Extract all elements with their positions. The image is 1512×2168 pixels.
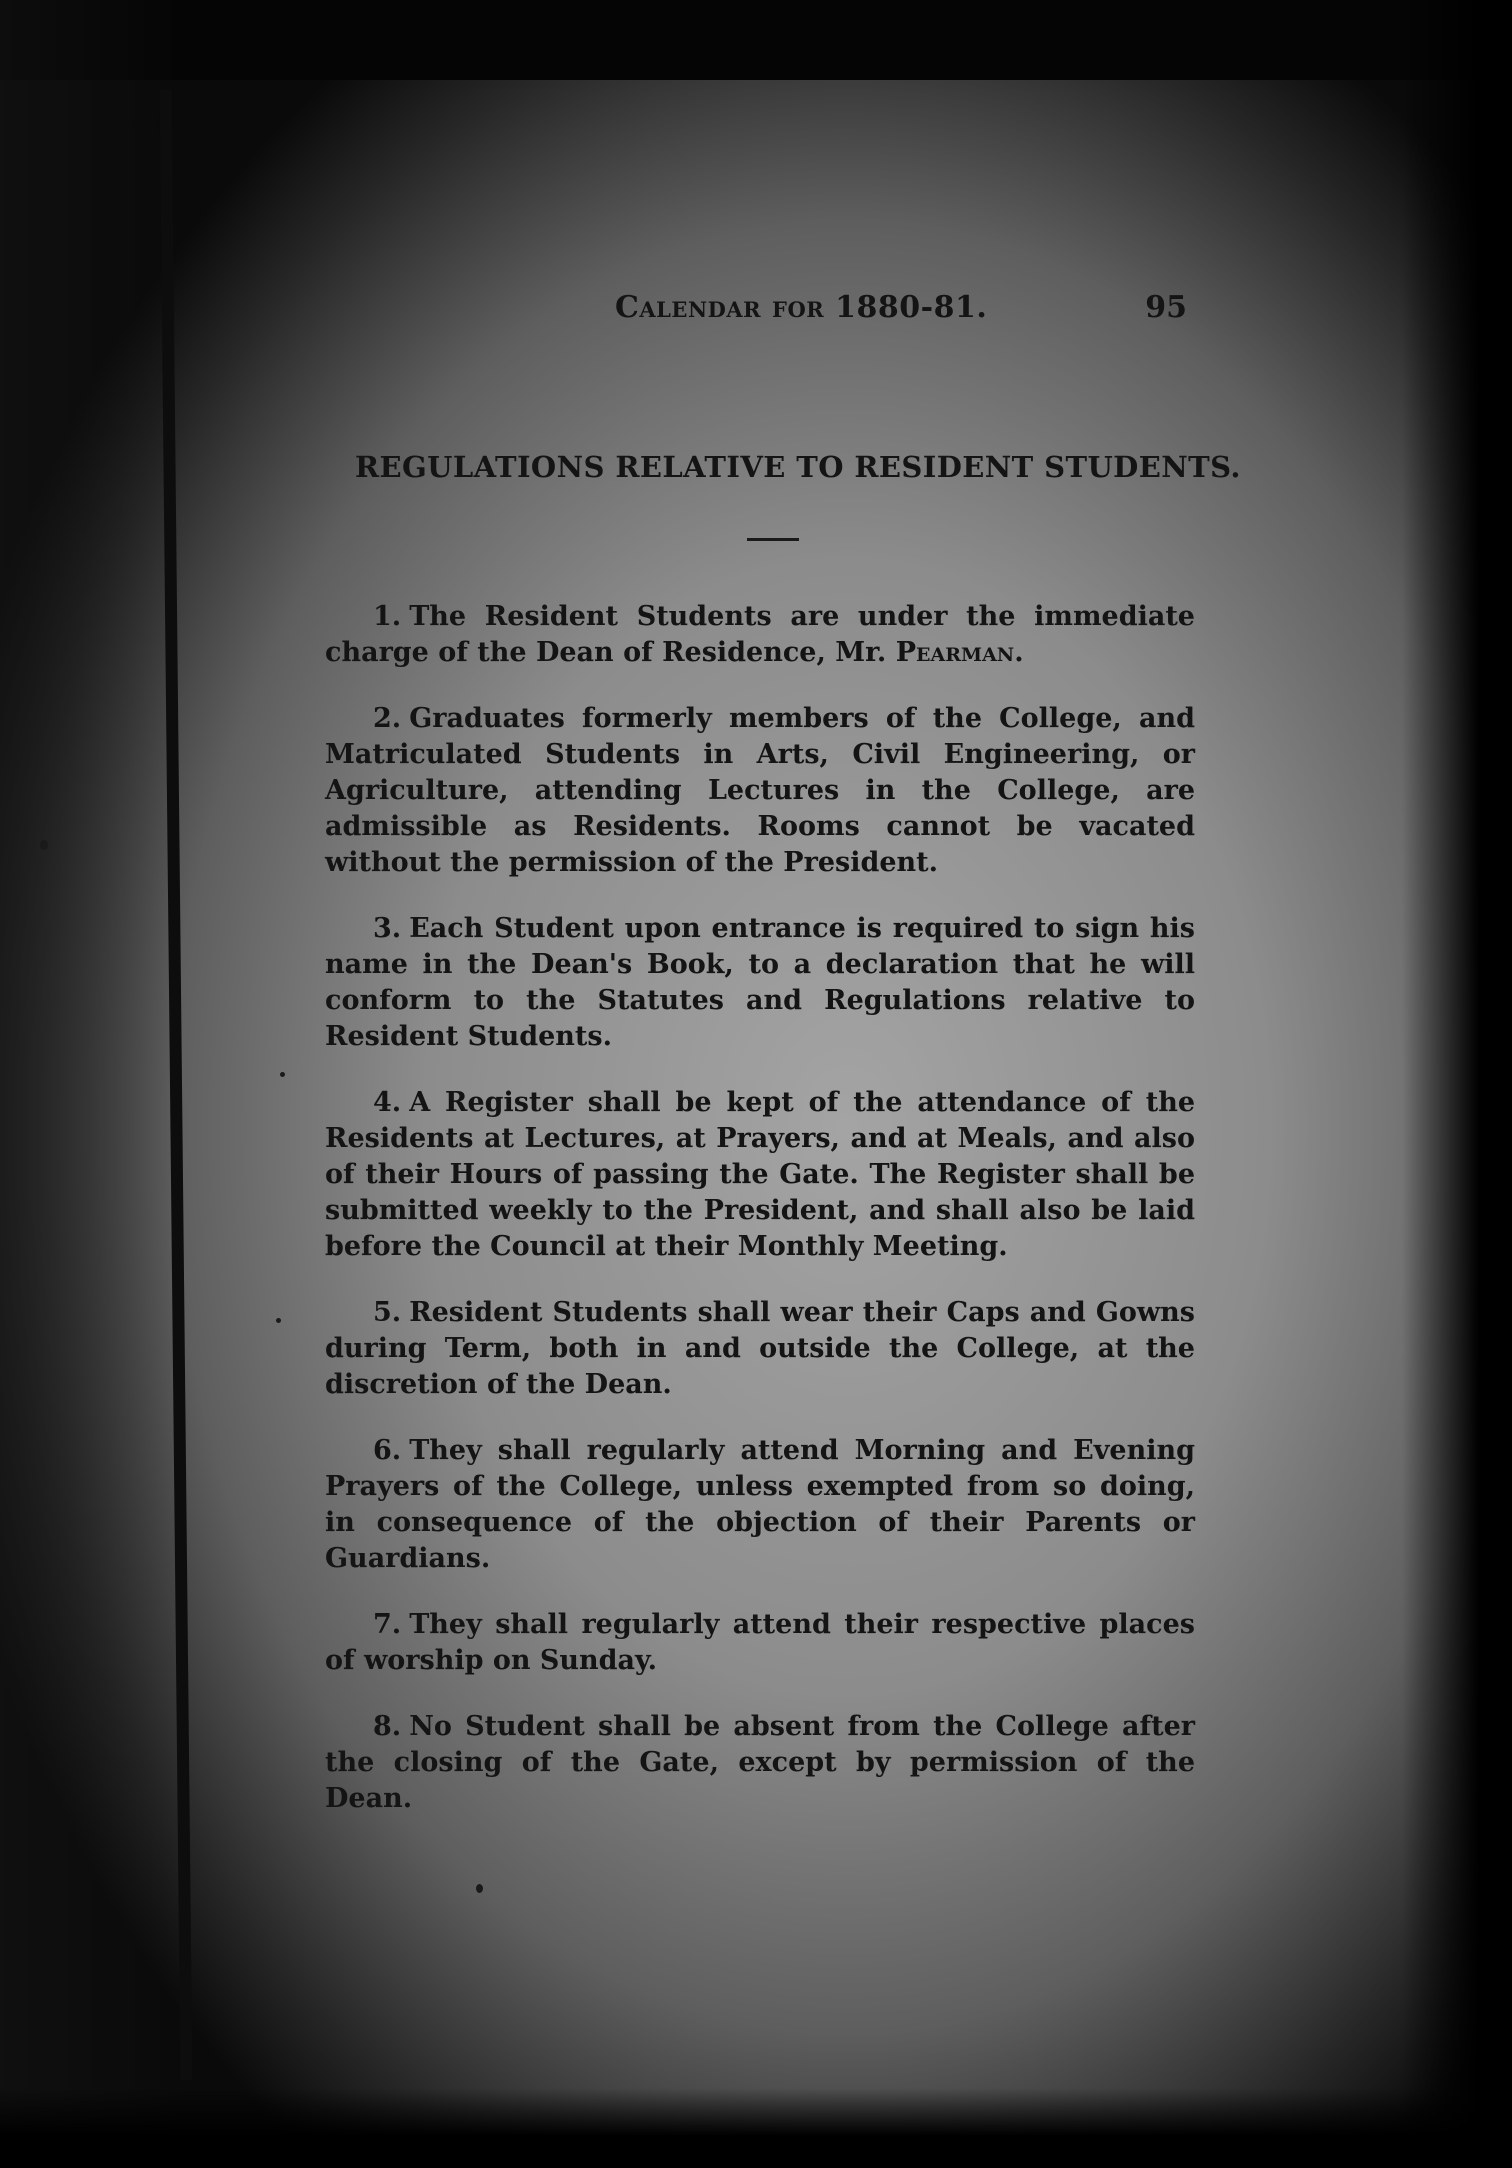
scan-top-border <box>0 0 1512 80</box>
regulation-text: They shall regularly attend Morning and Evening Prayers of the College, unless exempted from so doing, in consequence of the objection of their Parents or Guardians. <box>325 1435 1195 1574</box>
book-page <box>325 290 1241 1847</box>
regulation-number: 1. <box>373 601 402 632</box>
regulation-text: Resident Students shall wear their Caps and Gowns during Term, both in and outside the College, at the discretion of the Dean. <box>325 1297 1195 1400</box>
ink-speck <box>476 1884 483 1893</box>
ink-speck <box>40 840 48 850</box>
regulation-number: 8. <box>373 1711 402 1742</box>
section-heading: REGULATIONS RELATIVE TO RESIDENT STUDENTS. <box>355 450 1241 484</box>
regulation-item <box>325 1607 1195 1679</box>
regulation-item <box>325 1085 1195 1265</box>
regulation-text: Graduates formerly members of the College, and Matriculated Students in Arts, Civil Engineering, or Agriculture, attending Lectures in the College, are admissible as Residents. Rooms cannot be vacated without the permission of the President. <box>325 703 1195 878</box>
regulation-text: They shall regularly attend their respective places of worship on Sunday. <box>325 1609 1195 1676</box>
heading-rule <box>747 538 799 541</box>
page-number: 95 <box>1145 290 1187 325</box>
regulation-number: 6. <box>373 1435 402 1466</box>
regulation-number: 5. <box>373 1297 402 1328</box>
ink-speck <box>276 1318 281 1323</box>
ink-speck <box>280 1072 285 1077</box>
regulation-item <box>325 701 1195 881</box>
regulation-item <box>325 1295 1195 1403</box>
scan-right-border <box>1402 0 1512 2168</box>
regulation-number: 4. <box>373 1087 402 1118</box>
regulation-item <box>325 1709 1195 1817</box>
regulation-item <box>325 599 1195 671</box>
regulation-tail: . <box>1014 637 1024 668</box>
running-head-title: Calendar for 1880-81. <box>615 290 988 325</box>
regulation-number: 3. <box>373 913 402 944</box>
regulation-item <box>325 1433 1195 1577</box>
facing-page-shadow <box>0 0 180 2168</box>
regulation-text: Each Student upon entrance is required to sign his name in the Dean's Book, to a declaration that he will conform to the Statutes and Regulations relative to Resident Students. <box>325 913 1195 1052</box>
regulation-text: No Student shall be absent from the College after the closing of the Gate, except by permission of the Dean. <box>325 1711 1195 1814</box>
regulation-item <box>325 911 1195 1055</box>
running-head <box>325 290 1195 350</box>
scan-bottom-border <box>0 2088 1512 2168</box>
regulation-text: A Register shall be kept of the attendance of the Residents at Lectures, at Prayers, and at Meals, and also of their Hours of passing the Gate. The Register shall be submitted weekly to the President, and shall also be laid before the Council at their Monthly Meeting. <box>325 1087 1195 1262</box>
regulation-text: The Resident Students are under the immediate charge of the Dean of Residence, Mr. <box>325 601 1195 668</box>
regulation-number: 2. <box>373 703 402 734</box>
regulations-list <box>325 599 1195 1817</box>
regulation-number: 7. <box>373 1609 402 1640</box>
dean-name: Pearman <box>895 637 1015 668</box>
